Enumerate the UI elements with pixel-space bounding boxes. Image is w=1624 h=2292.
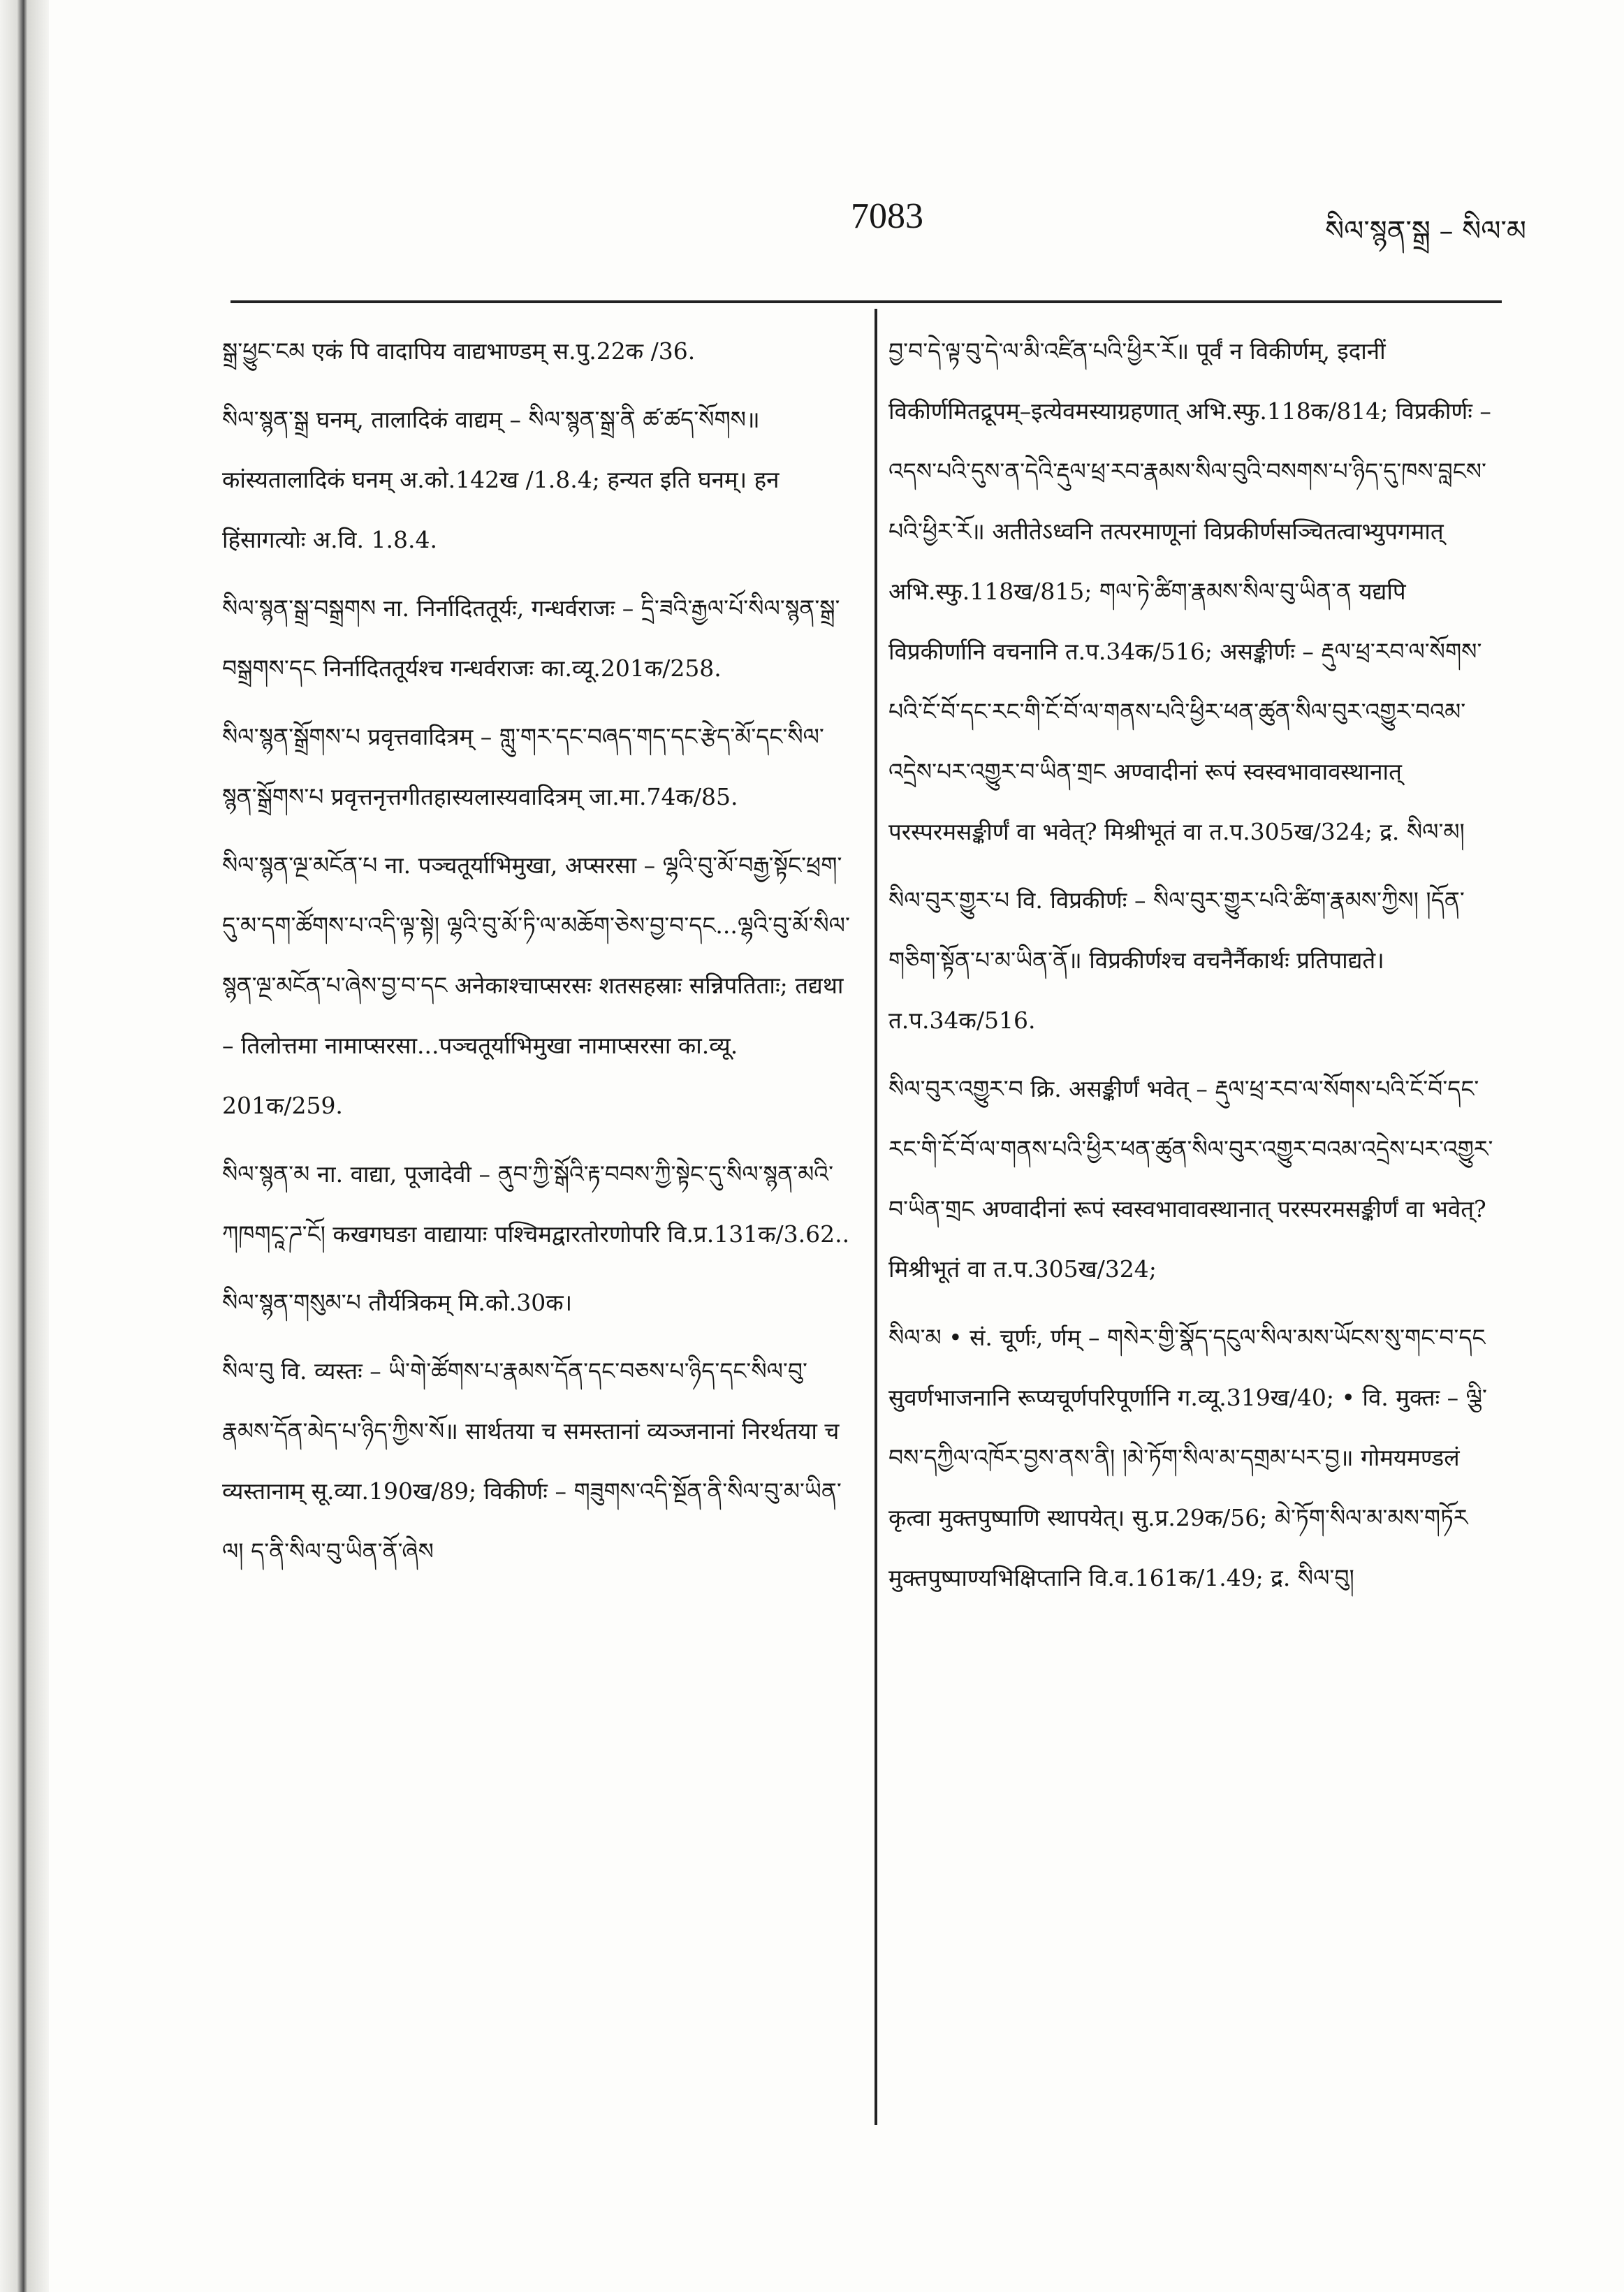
dictionary-entry: སིལ་བུར་འགྱུར་བ क्रि. असङ्कीर्णं भवेत् – རྡུལ་ཕྲ་རབ་ལ་སོགས་པའི་ངོ་བོ་དང་རང་གི་ངོ་བོ་ལ་གནས་པའི་ཕྱིར་ཕན་ཚུན་སིལ་བུར་འགྱུར་བའམ་འདྲེས་པར་འགྱུར་བ་ཡིན་གྲང अण्वादीनां रूपं स्वस्वभावावस्थानात् परस्परमसङ्कीर्णं वा भवेत्? मिश्रीभूतं वा त.प.305ख/324; [888, 1075, 1493, 1283]
dictionary-entry: སིལ་བུར་གྱུར་པ वि. विप्रकीर्णः – སིལ་བུར་གྱུར་པའི་ཚིག་རྣམས་ཀྱིས། །དོན་གཅིག་སྟོན་པ་མ་ཡིན་ནོ॥ विप्रकीर्णश्च वचनैर्नैकार्थः प्रतिपाद्यते। त.प.34क/516. [888, 886, 1465, 1034]
dictionary-entry: སིལ་སྙན་སྒྲ घनम्, तालादिकं वाद्यम् – སིལ་སྙན་སྒྲ་ནི ཚ་ཚད་སོགས॥ कांस्यतालादिकं घनम् अ.को.142ख /1.8.4; हन्यत इति घनम्। हन हिंसागत्योः अ.वि. 1.8.4. [222, 406, 780, 553]
dictionary-entry: སིལ་སྙན་མ ना. वाद्या, पूजादेवी – ནུབ་ཀྱི་སྒོའི་རྟ་བབས་ཀྱི་སྟེང་དུ་སིལ་སྙན་མའི་ཀཁགངཱ་ཌ་ངོ། कखगघङा वाद्यायाः पश्चिमद्वारतोरणोपरि वि.प्र.131क/3.62.. [222, 1160, 850, 1248]
dictionary-entry: བྱ་བ་དེ་ལྟ་བུ་དེ་ལ་མི་འཛིན་པའི་ཕྱིར་རོ॥ पूर्वं न विकीर्णम्, इदानीं विकीर्णमितद्रूपम्–इत्येवमस्याग्रहणात् अभि.स्फु.118क/814; विप्रकीर्णः – འདས་པའི་དུས་ན་དེའི་རྡུལ་ཕྲ་རབ་རྣམས་སིལ་བུའི་བསགས་པ་ཉིད་དུ་ཁས་བླངས་པའི་ཕྱིར་རོ॥ अतीतेऽध्वनि तत्परमाणूनां विप्रकीर्णसञ्चितत्वाभ्युपगमात् अभि.स्फु.118ख/815; གལ་ཏེ་ཚིག་རྣམས་སིལ་བུ་ཡིན་ན यद्यपि विप्रकीर्णानि वचनानि त.प.34क/516; असङ्कीर्णः – རྡུལ་ཕྲ་རབ་ལ་སོགས་པའི་ངོ་བོ་དང་རང་གི་ངོ་བོ་ལ་གནས་པའི་ཕྱིར་ཕན་ཚུན་སིལ་བུར་འགྱུར་བའམ་འདྲེས་པར་འགྱུར་བ་ཡིན་གྲང अण्वादीनां रूपं स्वस्वभावावस्थानात् परस्परमसङ्कीर्णं वा भवेत्? मिश्रीभूतं वा त.प.305ख/324; द्र. སིལ་མ། [888, 337, 1491, 845]
dictionary-entry: སིལ་སྙན་ལྔ་མངོན་པ ना. पञ्चतूर्याभिमुखा, अप्सरसा – ལྷའི་བུ་མོ་བརྒྱ་སྟོང་ཕྲག་དུ་མ་དག་ཚོགས་པ་འདི་ལྟ་སྟེ། ལྷའི་བུ་མོ་ཏི་ལ་མཆོག་ཅེས་བྱ་བ་དང...ལྷའི་བུ་མོ་སིལ་སྙན་ལྔ་མངོན་པ་ཞེས་བྱ་བ་དང अनेकाश्चाप्सरसः शतसहस्राः सन्निपतिताः; तद्यथा – तिलोत्तमा नामाप्सरसा...पञ्चतूर्याभिमुखा नामाप्सरसा का.व्यू. 201क/259. [222, 852, 850, 1119]
dictionary-entry: སིལ་སྙན་གསུམ་པ तौर्यत्रिकम् मि.को.30क। [222, 1289, 573, 1316]
running-head: སིལ་སྙན་སྒྲ – སིལ་མ [1325, 215, 1526, 247]
left-column [222, 321, 851, 1590]
book-spine-shadow [0, 0, 49, 2292]
dictionary-entry: སྒྲ་ཕྱུང་ངམ एकं पि वादापिय वाद्यभाण्डम् स.पु.22क /36. [222, 337, 696, 365]
dictionary-entry: སིལ་བུ वि. व्यस्तः – ཡི་གེ་ཚོགས་པ་རྣམས་དོན་དང་བཅས་པ་ཉིད་དང་སིལ་བུ་རྣམས་དོན་མེད་པ་ཉིད་ཀྱིས་སོ॥ सार्थतया च समस्तानां व्यञ्जनानां निरर्थतया च व्यस्तानाम् सू.व्या.190ख/89; विकीर्णः – གཟུགས་འདི་སྔོན་ནི་སིལ་བུ་མ་ཡིན་ལ། ད་ནི་སིལ་བུ་ཡིན་ནོ་ཞེས [222, 1357, 842, 1565]
column-divider [875, 309, 877, 2125]
header-rule [231, 300, 1502, 303]
dictionary-entry: སིལ་མ • सं. चूर्णः, र्णम् – གསེར་གྱི་སྣོད་དངུལ་སིལ་མས་ཡོངས་སུ་གང་བ་དང सुवर्णभाजनानि रूप्यचूर्णपरिपूर्णानि ग.व्यू.319ख/40; • वि. मुक्तः – ལྕི་བས་དཀྱིལ་འཁོར་བྱས་ནས་ནི། །མེ་ཏོག་སིལ་མ་དགྲམ་པར་བྱ॥ गोमयमण्डलं कृत्वा मुक्तपुष्पाणि स्थापयेत्। सु.प्र.29क/56; མེ་ཏོག་སིལ་མ་མས་གཏོར मुक्तपुष्पाण्यभिक्षिप्तानि वि.व.161क/1.49; द्र. སིལ་བུ། [888, 1324, 1487, 1591]
page-number: 7083 [851, 196, 923, 236]
dictionary-entry: སིལ་སྙན་སྒྲ་བསྒྲགས ना. निर्नादिततूर्यः, गन्धर्वराजः – དྲི་ཟའི་རྒྱལ་པོ་སིལ་སྙན་སྒྲ་བསྒྲགས་དང निर्नादिततूर्यश्च गन्धर्वराजः का.व्यू.201क/258. [222, 594, 840, 682]
right-column [888, 321, 1503, 1616]
dictionary-entry: སིལ་སྙན་སྒྲོགས་པ प्रवृत्तवादित्रम् – གླུ་གར་དང་བཞད་གད་དང་རྩེད་མོ་དང་སིལ་སྙན་སྒྲོགས་པ प्रवृत्तनृत्तगीतहास्यलास्यवादित्रम् जा.मा.74क/85. [222, 723, 824, 810]
